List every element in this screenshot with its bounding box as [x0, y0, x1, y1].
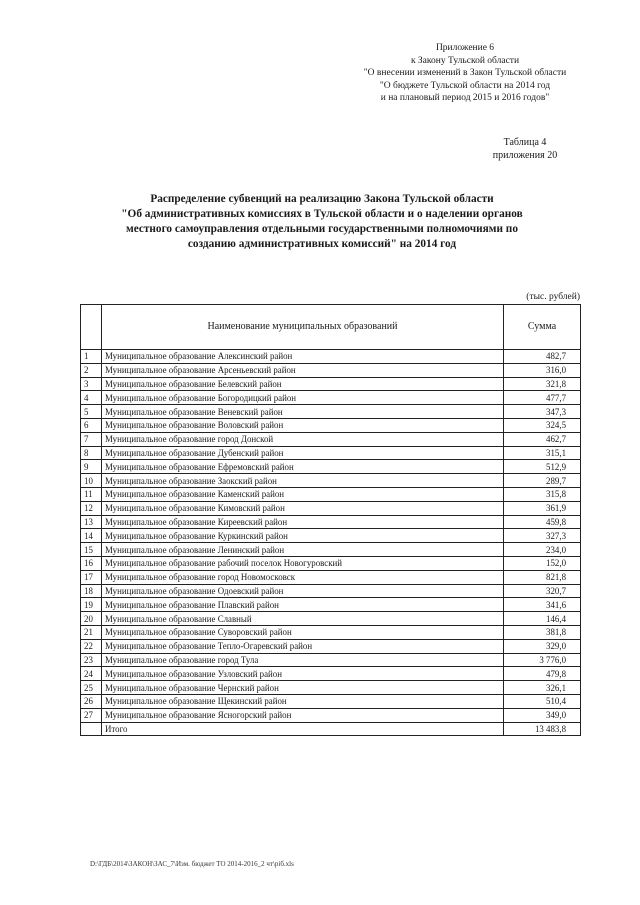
row-number: 5	[81, 405, 102, 419]
row-sum: 361,9	[504, 501, 581, 515]
row-sum: 512,9	[504, 460, 581, 474]
row-number: 15	[81, 543, 102, 557]
table-row	[81, 612, 581, 626]
row-sum: 381,8	[504, 625, 581, 639]
row-name: Муниципальное образование Плавский район	[102, 598, 504, 612]
table-row	[81, 474, 581, 488]
row-sum: 347,3	[504, 405, 581, 419]
table-ref-line: приложения 20	[492, 150, 558, 161]
row-name: Муниципальное образование Арсеньевский район	[102, 363, 504, 377]
row-sum: 821,8	[504, 570, 581, 584]
row-number: 26	[81, 694, 102, 708]
row-number: 4	[81, 391, 102, 405]
appendix-line: "О бюджете Тульской области на 2014 год	[379, 80, 551, 91]
row-name: Муниципальное образование Одоевский район	[102, 584, 504, 598]
row-number: 14	[81, 529, 102, 543]
table-row	[81, 350, 581, 364]
table-row	[81, 598, 581, 612]
row-sum: 510,4	[504, 694, 581, 708]
row-sum: 326,1	[504, 681, 581, 695]
subsidy-table	[80, 304, 581, 736]
appendix-line: к Закону Тульской области	[410, 55, 520, 66]
row-sum: 477,7	[504, 391, 581, 405]
row-name: Муниципальное образование Дубенский район	[102, 446, 504, 460]
total-sum: 13 483,8	[504, 722, 581, 736]
row-name: Муниципальное образование Суворовский район	[102, 625, 504, 639]
row-number: 27	[81, 708, 102, 722]
row-sum: 479,8	[504, 667, 581, 681]
row-sum: 349,0	[504, 708, 581, 722]
row-number: 10	[81, 474, 102, 488]
row-name: Муниципальное образование город Тула	[102, 653, 504, 667]
table-row	[81, 460, 581, 474]
row-name: Муниципальное образование Веневский район	[102, 405, 504, 419]
table-row	[81, 584, 581, 598]
table-row	[81, 363, 581, 377]
table-row	[81, 446, 581, 460]
row-sum: 329,0	[504, 639, 581, 653]
row-number: 21	[81, 625, 102, 639]
row-sum: 320,7	[504, 584, 581, 598]
table-row	[81, 377, 581, 391]
row-sum: 341,6	[504, 598, 581, 612]
row-sum: 146,4	[504, 612, 581, 626]
row-name: Муниципальное образование город Донской	[102, 432, 504, 446]
row-number: 16	[81, 556, 102, 570]
table-row	[81, 418, 581, 432]
row-sum: 234,0	[504, 543, 581, 557]
appendix-line: "О внесении изменений в Закон Тульской области	[363, 68, 567, 78]
row-sum: 3 776,0	[504, 653, 581, 667]
row-name: Муниципальное образование Щекинский район	[102, 694, 504, 708]
row-number: 23	[81, 653, 102, 667]
row-name: Муниципальное образование Белевский район	[102, 377, 504, 391]
row-number: 13	[81, 515, 102, 529]
table-row	[81, 501, 581, 515]
header-sum-cell: Сумма	[504, 305, 581, 350]
row-sum: 321,8	[504, 377, 581, 391]
row-sum: 152,0	[504, 556, 581, 570]
row-name: Муниципальное образование Чернский район	[102, 681, 504, 695]
table-row	[81, 681, 581, 695]
row-name: Муниципальное образование Алексинский район	[102, 350, 504, 364]
row-sum: 315,8	[504, 487, 581, 501]
table-row	[81, 487, 581, 501]
table-body	[81, 350, 581, 736]
row-sum: 459,8	[504, 515, 581, 529]
row-number: 25	[81, 681, 102, 695]
table-ref-line: Таблица 4	[503, 137, 547, 148]
row-number: 8	[81, 446, 102, 460]
table-row	[81, 667, 581, 681]
row-name: Муниципальное образование Славный	[102, 612, 504, 626]
row-number: 19	[81, 598, 102, 612]
total-label: Итого	[102, 722, 504, 736]
title-line: "Об административных комиссиях в Тульской области и о наделении органов	[121, 208, 523, 220]
appendix-line: и на плановый период 2015 и 2016 годов"	[380, 93, 550, 103]
total-row	[81, 722, 581, 736]
row-sum: 327,3	[504, 529, 581, 543]
row-number: 9	[81, 460, 102, 474]
file-path-footer: D:\ГДБ\2014\ЗАКОН\ЗАС_7\Изм. бюджет ТО 2014-2016_2 чт\рiб.xls	[90, 860, 294, 868]
table-row	[81, 639, 581, 653]
table-row	[81, 708, 581, 722]
row-sum: 315,1	[504, 446, 581, 460]
row-number: 11	[81, 487, 102, 501]
table-row	[81, 653, 581, 667]
table-row	[81, 543, 581, 557]
table-row	[81, 694, 581, 708]
row-sum: 316,0	[504, 363, 581, 377]
table-row	[81, 625, 581, 639]
table-header-row	[81, 305, 581, 350]
header-number-cell	[81, 305, 102, 350]
row-sum: 289,7	[504, 474, 581, 488]
row-number: 6	[81, 418, 102, 432]
row-name: Муниципальное образование Тепло-Огаревский район	[102, 639, 504, 653]
units-label: (тыс. рублей)	[526, 292, 580, 302]
total-number-cell	[81, 722, 102, 736]
row-name: Муниципальное образование Заокский район	[102, 474, 504, 488]
row-name: Муниципальное образование Узловский район	[102, 667, 504, 681]
row-sum: 462,7	[504, 432, 581, 446]
row-name: Муниципальное образование Ленинский район	[102, 543, 504, 557]
row-name: Муниципальное образование город Новомосковск	[102, 570, 504, 584]
table-row	[81, 405, 581, 419]
row-name: Муниципальное образование Кимовский район	[102, 501, 504, 515]
row-number: 7	[81, 432, 102, 446]
table-row	[81, 515, 581, 529]
row-name: Муниципальное образование Куркинский район	[102, 529, 504, 543]
table-row	[81, 432, 581, 446]
row-name: Муниципальное образование Ефремовский район	[102, 460, 504, 474]
table-row	[81, 556, 581, 570]
row-name: Муниципальное образование рабочий поселок Новогуровский	[102, 556, 504, 570]
row-number: 17	[81, 570, 102, 584]
row-number: 12	[81, 501, 102, 515]
table-row	[81, 570, 581, 584]
row-name: Муниципальное образование Киреевский район	[102, 515, 504, 529]
table-row	[81, 529, 581, 543]
row-name: Муниципальное образование Богородицкий район	[102, 391, 504, 405]
row-name: Муниципальное образование Воловский район	[102, 418, 504, 432]
appendix-line: Приложение 6	[435, 43, 495, 53]
document-title	[62, 192, 582, 252]
row-number: 3	[81, 377, 102, 391]
row-number: 24	[81, 667, 102, 681]
row-sum: 324,5	[504, 418, 581, 432]
row-sum: 482,7	[504, 350, 581, 364]
row-name: Муниципальное образование Ясногорский район	[102, 708, 504, 722]
row-number: 18	[81, 584, 102, 598]
title-line: местного самоуправления отдельными государственными полномочиями по	[126, 223, 518, 235]
title-line: Распределение субвенций на реализацию Закона Тульской области	[150, 193, 494, 205]
row-number: 2	[81, 363, 102, 377]
row-number: 1	[81, 350, 102, 364]
row-number: 22	[81, 639, 102, 653]
title-line: созданию административных комиссий" на 2014 год	[187, 238, 457, 250]
table-row	[81, 391, 581, 405]
appendix-header	[330, 42, 600, 105]
header-name-cell: Наименование муниципальных образований	[102, 305, 504, 350]
row-number: 20	[81, 612, 102, 626]
table-reference	[470, 136, 580, 162]
row-name: Муниципальное образование Каменский район	[102, 487, 504, 501]
